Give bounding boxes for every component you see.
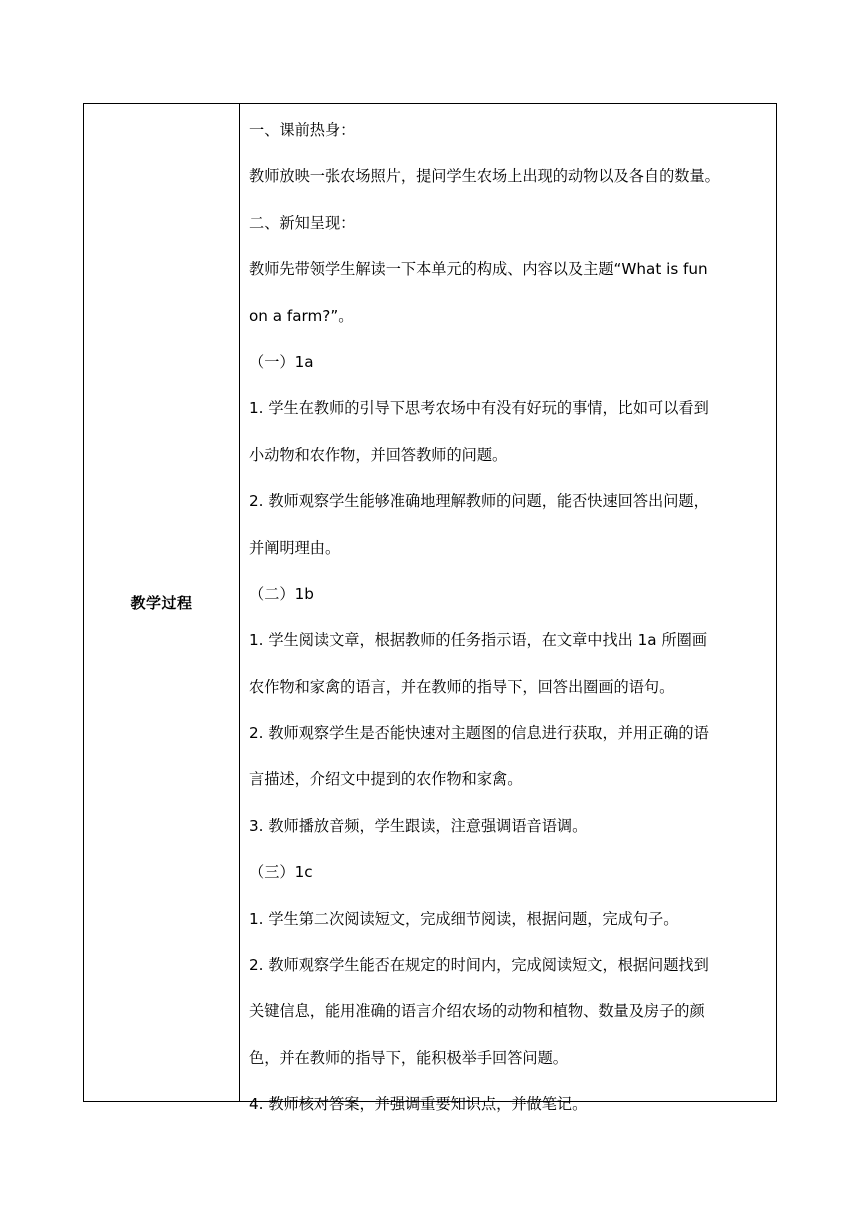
text-line: 1. 学生第二次阅读短文，完成细节阅读，根据问题，完成句子。 [249, 909, 679, 928]
text-line: （三）1c [249, 863, 313, 882]
label-cell [84, 104, 240, 1101]
text-line: 3. 教师播放音频，学生跟读，注意强调语音语调。 [249, 816, 588, 835]
text-line: 小动物和农作物，并回答教师的问题。 [249, 445, 508, 464]
text-line: 农作物和家禽的语言，并在教师的指导下，回答出圈画的语句。 [249, 677, 675, 696]
text-line: 二、新知呈现： [249, 213, 356, 232]
text-line: 2. 教师观察学生能否在规定的时间内，完成阅读短文，根据问题找到 [249, 956, 709, 975]
text-line: 教师先带领学生解读一下本单元的构成、内容以及主题“What is fun [249, 260, 708, 279]
text-line: （二）1b [249, 584, 314, 603]
lesson-table [83, 103, 777, 1114]
text-line: 并阐明理由。 [249, 538, 341, 557]
text-line: 色，并在教师的指导下，能积极举手回答问题。 [249, 1048, 568, 1067]
text-line: 言描述，介绍文中提到的农作物和家禽。 [249, 770, 523, 789]
content-cell [240, 104, 776, 1114]
text-line: 教师放映一张农场照片，提问学生农场上出现的动物以及各自的数量。 [249, 167, 720, 186]
text-line: on a farm?”。 [249, 306, 354, 325]
text-line: 关键信息，能用准确的语言介绍农场的动物和植物、数量及房子的颜 [249, 1002, 705, 1021]
text-line: 一、课前热身： [249, 121, 356, 139]
text-line: 1. 学生在教师的引导下思考农场中有没有好玩的事情，比如可以看到 [249, 399, 709, 418]
text-line: 2. 教师观察学生能够准确地理解教师的问题，能否快速回答出问题， [249, 492, 709, 511]
text-line: 2. 教师观察学生是否能快速对主题图的信息进行获取，并用正确的语 [249, 724, 709, 743]
section-label: 教学过程 [130, 594, 193, 612]
text-line: 4. 教师核对答案，并强调重要知识点，并做笔记。 [249, 1095, 588, 1114]
text-line: 1. 学生阅读文章，根据教师的任务指示语，在文章中找出 1a 所圈画 [249, 631, 708, 650]
text-line: （一）1a [249, 352, 314, 371]
